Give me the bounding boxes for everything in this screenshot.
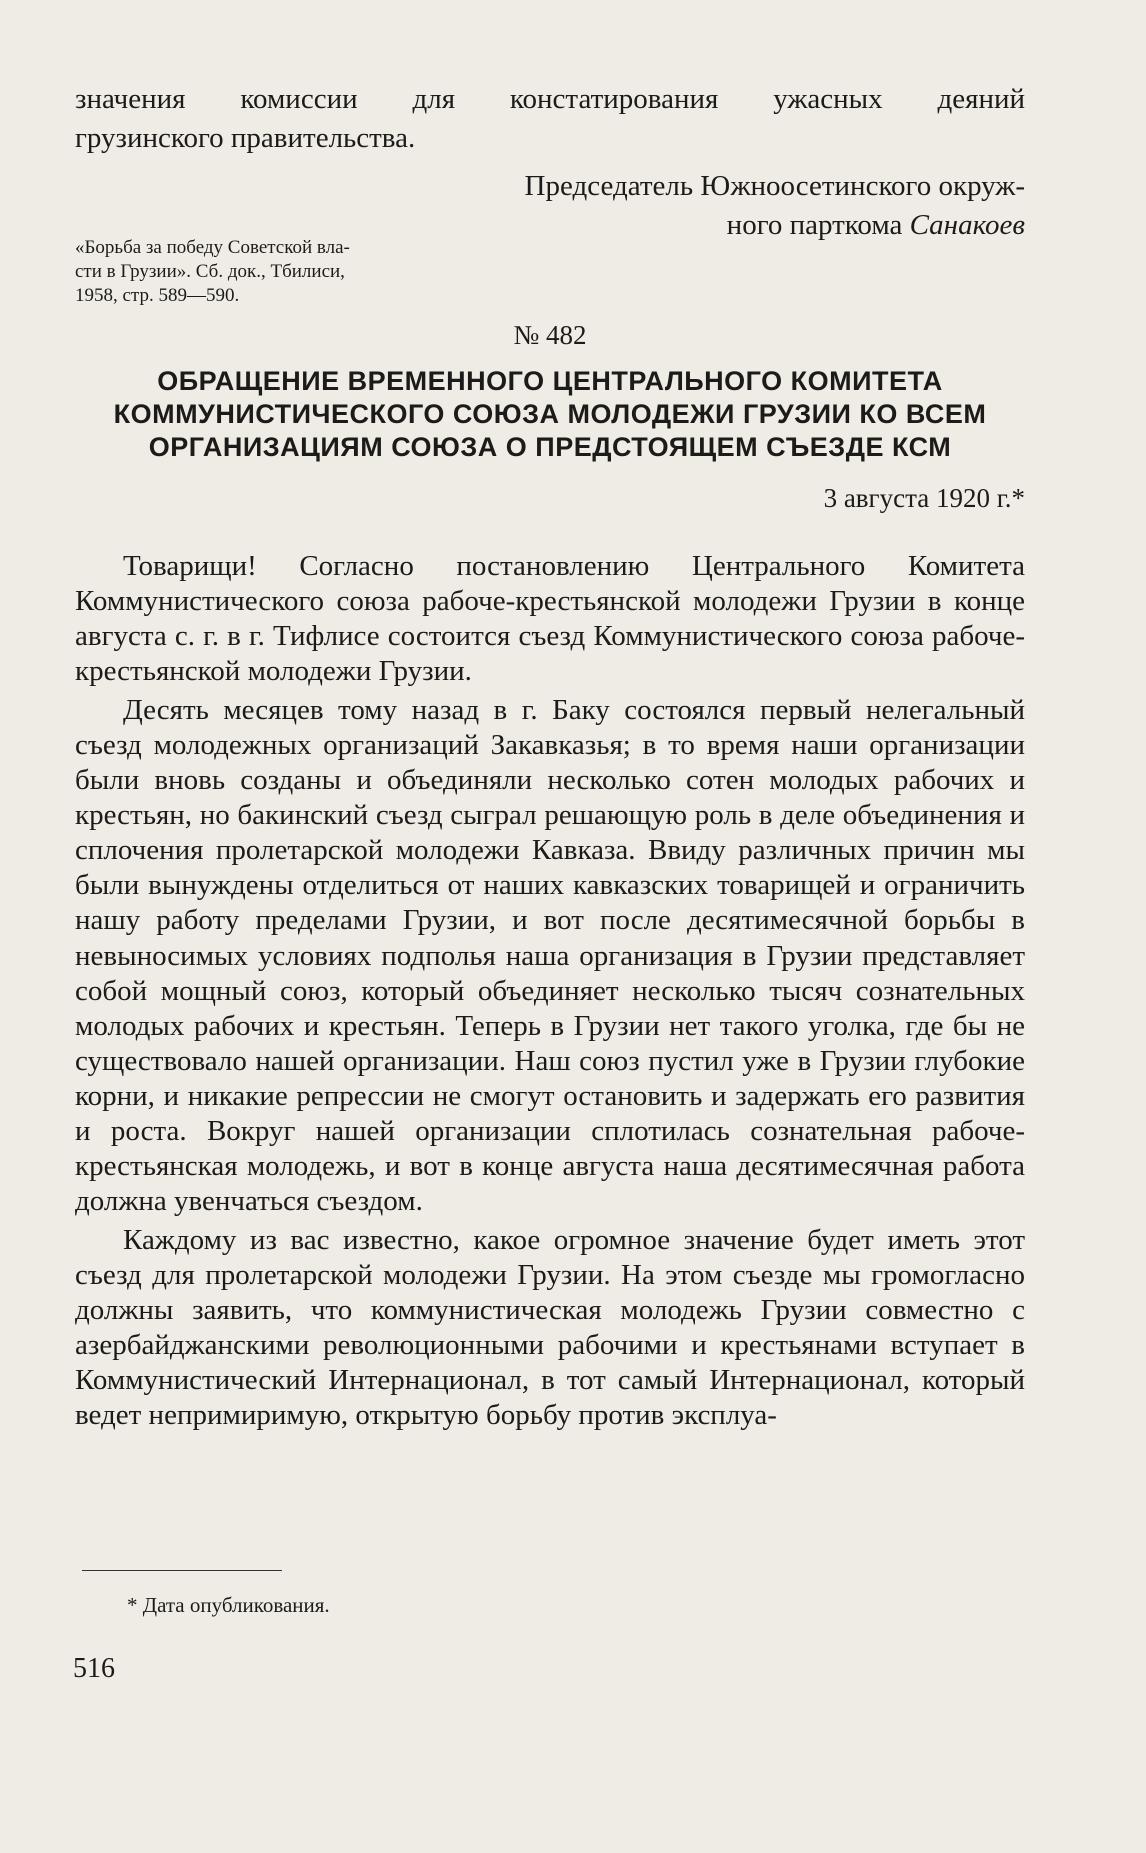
source-citation <box>75 236 465 308</box>
continued-text <box>75 80 1025 158</box>
signature-title: Председатель Южноосетинского окруж- <box>524 170 1025 202</box>
document-body <box>75 549 1025 1437</box>
signature-block <box>75 167 1025 245</box>
source-citation-line: «Борьба за победу Советской вла- <box>75 237 350 258</box>
source-citation-line: сти в Грузии». Сб. док., Тбилиси, <box>75 261 345 282</box>
body-paragraph: Каждому из вас известно, какое огромное значение будет иметь этот съезд для пролетарской молодежи Грузии. На этом съезде мы громогласно должны заявить, что коммунистическая молодежь Грузии совместно с азербайджанскими революционными рабочими и крестьянами вступает в Коммунистический Интернационал, в тот самый Интернационал, который ведет непримиримую, открытую борьбу против эксплуа- <box>75 1223 1025 1432</box>
document-title <box>68 365 1032 464</box>
footnote-divider <box>82 1570 282 1571</box>
document-title-line: КОММУНИСТИЧЕСКОГО СОЮЗА МОЛОДЕЖИ ГРУЗИИ КО ВСЕМ <box>113 399 987 429</box>
document-number: № 482 <box>513 320 587 350</box>
page-number: 516 <box>73 1653 115 1684</box>
document-date: 3 августа 1920 г.* <box>823 483 1025 513</box>
signature-title-end: ного парткома <box>726 209 910 241</box>
footnote: * Дата опубликования. <box>127 1593 330 1617</box>
source-citation-line: 1958, стр. 589—590. <box>75 285 240 306</box>
body-paragraph: Десять месяцев тому назад в г. Баку состоялся первый нелегальный съезд молодежных организаций Закавказья; в то время наши организации были вновь созданы и объединяли несколько сотен молодых рабочих и крестьян, но бакинский съезд сыграл решающую роль в деле объединения и сплочения пролетарской молодежи Кавказа. Ввиду различных причин мы были вынуждены отделиться от наших кавказских товарищей и ограничить нашу работу пределами Грузии, и вот после десятимесячной борьбы в невыносимых условиях подполья наша организация в Грузии представляет собой мощный союз, который объединяет несколько тысяч сознательных молодых рабочих и крестьян. Теперь в Грузии нет такого уголка, где бы не существовало нашей организации. Наш союз пустил уже в Грузии глубокие корни, и никакие репрессии не смогут остановить и задержать его развития и роста. Вокруг нашей организации сплотилась сознательная рабоче-крестьянская молодежь, и вот в конце августа наша десятимесячная работа должна увенчаться съездом. <box>75 694 1025 1217</box>
continued-text-line: значения комиссии для констатирования ужасных деяний <box>75 83 1025 115</box>
continued-text-line: грузинского правительства. <box>75 122 416 154</box>
signatory-name: Санакоев <box>909 209 1025 241</box>
body-paragraph: Товарищи! Согласно постановлению Центрального Комитета Коммунистического союза рабоче-крестьянской молодежи Грузии в конце августа с. г. в г. Тифлисе состоится съезд Коммунистического союза рабоче-крестьянской молодежи Грузии. <box>75 550 1025 688</box>
document-title-line: ОБРАЩЕНИЕ ВРЕМЕННОГО ЦЕНТРАЛЬНОГО КОМИТЕТА <box>157 366 943 396</box>
document-title-line: ОРГАНИЗАЦИЯМ СОЮЗА О ПРЕДСТОЯЩЕМ СЪЕЗДЕ КСМ <box>148 432 952 462</box>
